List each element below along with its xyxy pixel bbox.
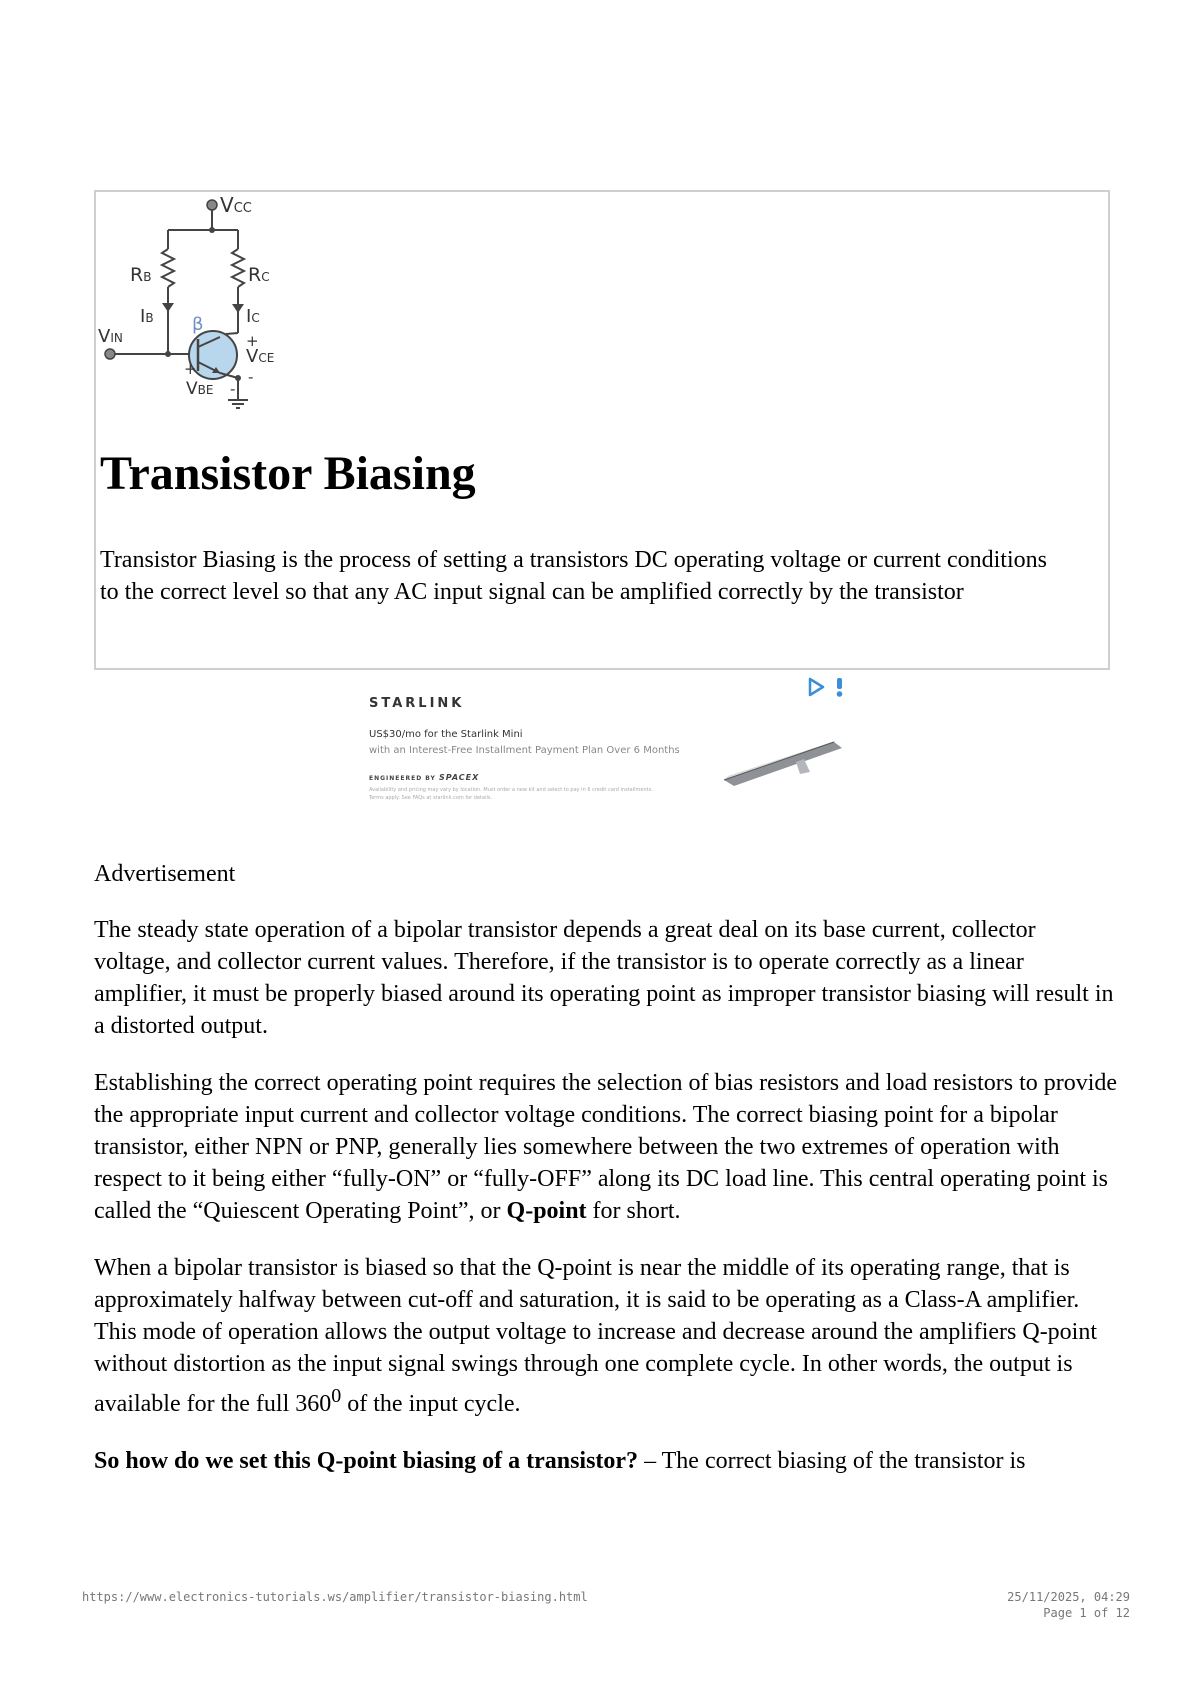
- vbe-plus: +: [184, 360, 197, 378]
- ad-fine-print: Availability and pricing may vary by location. Must order a new kit and select to pay in 6 credit card installments. Terms apply. See FAQs at starlink.com for details.: [369, 787, 653, 801]
- article-body: [94, 858, 1118, 1502]
- label-vbe: VBE: [186, 379, 214, 399]
- page-title: Transistor Biasing: [100, 447, 476, 500]
- label-rb: RB: [130, 264, 152, 286]
- footer-page-number: Page 1 of 12: [1043, 1606, 1130, 1620]
- vce-plus: +: [246, 332, 259, 350]
- paragraph-question: So how do we set this Q-point biasing of a transistor? – The correct biasing of the transistor is: [94, 1448, 1026, 1474]
- vbe-minus: -: [230, 380, 236, 398]
- paragraph-operating-point: Establishing the correct operating point requires the selection of bias resistors and load resistors to provide the appropriate input current and collector voltage conditions. The correct biasing point for a bipolar transistor, either NPN or PNP, generally lies somewhere between the two extremes of operation with respect to it being either “fully-ON” or “fully-OFF” along its DC load line. This central operating point is called the “Quiescent Operating Point”, or Q-point for short.: [94, 1070, 1118, 1224]
- label-beta: β: [192, 314, 204, 335]
- paragraph-class-a: When a bipolar transistor is biased so that the Q-point is near the middle of its operating range, that is approximately halfway between cut-off and saturation, it is said to be operating as a Class-A amplifier. This mode of operation allows the output voltage to increase and decrease around the amplifiers Q-point without distortion as the input signal swings through one complete cycle. In other words, the output is available for the full $360^0$ of the input cycle.: [94, 1255, 1098, 1417]
- label-vcc: VCC: [220, 193, 252, 217]
- footer-datetime: 25/11/2025, 04:29: [1007, 1590, 1130, 1604]
- advertisement-label: Advertisement: [94, 861, 236, 887]
- ad-headline: US$30/mo for the Starlink Mini: [369, 729, 523, 740]
- degree-superscript: 0: [331, 1385, 342, 1407]
- featured-card[interactable]: [94, 190, 1110, 670]
- ad-brand: STARLINK: [369, 696, 465, 711]
- paragraph-steady-state: The steady state operation of a bipolar transistor depends a great deal on its base current, collector voltage, and collector current values. Therefore, if the transistor is to operate correctly as a linear amplifier, it must be properly biased around its operating point as improper transistor biasing will result in a distorted output.: [94, 917, 1114, 1039]
- starlink-dish-image: [714, 728, 850, 788]
- label-vin: VIN: [98, 326, 123, 347]
- q-point-term: Q-point: [506, 1198, 587, 1224]
- play-icon[interactable]: [810, 679, 823, 695]
- label-vce: VCE: [246, 346, 275, 367]
- label-ic: IC: [246, 306, 260, 327]
- card-description: Transistor Biasing is the process of setting a transistors DC operating voltage or current conditions to the correct level so that any AC input signal can be amplified correctly by the transistor: [100, 547, 1047, 605]
- footer-stamp: [1007, 1589, 1130, 1621]
- ad-banner[interactable]: [366, 676, 850, 831]
- ad-subline: with an Interest-Free Installment Payment Plan Over 6 Months: [369, 745, 680, 756]
- footer-url[interactable]: https://www.electronics-tutorials.ws/amplifier/transistor-biasing.html: [82, 1590, 588, 1604]
- vce-minus: -: [248, 368, 254, 386]
- label-ib: IB: [140, 306, 154, 327]
- biasing-circuit-diagram: [96, 192, 296, 422]
- label-rc: RC: [248, 264, 270, 286]
- info-icon[interactable]: [837, 678, 843, 697]
- ad-engineered-by: ENGINEERED BY SPACEX: [369, 773, 480, 782]
